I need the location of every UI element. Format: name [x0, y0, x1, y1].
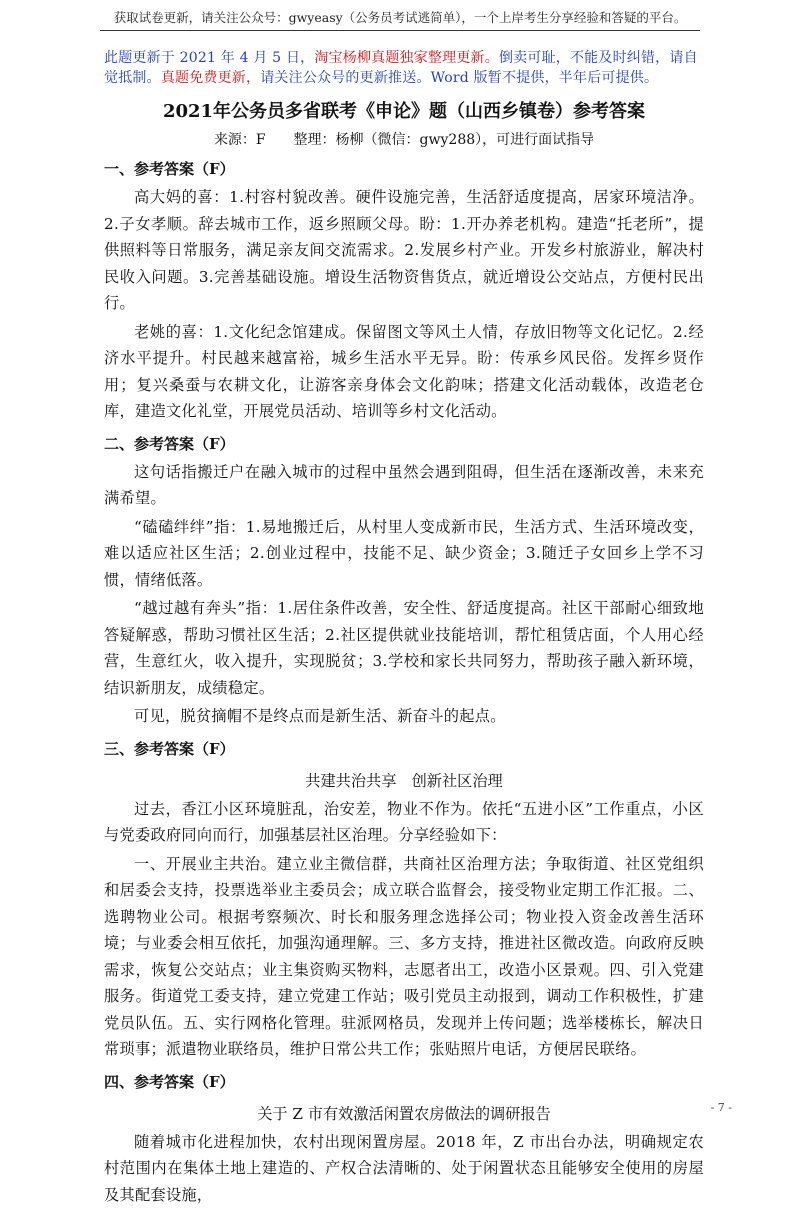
top-banner: 获取试卷更新，请关注公众号：gwyeasy（公务员考试逃简单），一个上岸考生分享经验和答疑的平台。 — [0, 10, 800, 26]
notice-text-2: 淘宝杨柳真题独家整理更新。 — [314, 50, 499, 66]
update-notice — [104, 48, 704, 88]
section-1-heading: 一、参考答案（F） — [104, 156, 704, 182]
section-3-paragraph: 一、开展业主共治。建立业主微信群，共商社区治理方法；争取街道、社区党组织和居委会支持，投票选举业主委员会；成立联合监督会，接受物业定期工作汇报。二、选聘物业公司。根据考察频次、时长和服务理念选择公司；物业投入资金改善生活环境；与业委会相互依托，加强沟通理解。三、多方支持，推进社区微改造。向政府反映需求，恢复公交站点；业主集资购买物料，志愿者出工，改造小区景观。四、引入党建服务。街道党工委支持，建立党建工作站；吸引党员主动报到，调动工作积极性，扩建党员队伍。五、实行网格化管理。驻派网格员，发现并上传问题；选举楼栋长，解决日常琐事；派遣物业联络员，维护日常公共工作；张贴照片电话，方便居民联络。 — [104, 851, 704, 1063]
source-line: 来源：F 整理：杨柳（微信：gwy288），可进行面试指导 — [104, 130, 704, 150]
document-body — [104, 48, 704, 1208]
section-4-subtitle: 关于 Z 市有效激活闲置农房做法的调研报告 — [104, 1101, 704, 1127]
section-4-paragraph: 随着城市化进程加快，农村出现闲置房屋。2018 年，Z 市出台办法，明确规定农村范围内在集体土地上建造的、产权合法清晰的、处于闲置状态且能够安全使用的房屋及其配套设施， — [104, 1129, 704, 1208]
section-2-paragraph: 这句话指搬迁户在融入城市的过程中虽然会遇到阻碍，但生活在逐渐改善，未来充满希望。 — [104, 459, 704, 512]
section-3-heading: 三、参考答案（F） — [104, 736, 704, 762]
section-3-paragraph: 过去，香江小区环境脏乱，治安差，物业不作为。依托“五进小区”工作重点，小区与党委政府同向而行，加强基层社区治理。分享经验如下： — [104, 796, 704, 849]
notice-text-1: 此题更新于 2021 年 4 月 5 日， — [104, 50, 314, 66]
section-1-paragraph: 高大妈的喜：1.村容村貌改善。硬件设施完善，生活舒适度提高，居家环境洁净。2.子女孝顺。辞去城市工作，返乡照顾父母。盼：1.开办养老机构。建造“托老所”，提供照料等日常服务，满足亲友间交流需求。2.发展乡村产业。开发乡村旅游业，解决村民收入问题。3.完善基础设施。增设生活物资售货点，就近增设公交站点，方便村民出行。 — [104, 184, 704, 317]
section-4-heading: 四、参考答案（F） — [104, 1069, 704, 1095]
section-2-heading: 二、参考答案（F） — [104, 431, 704, 457]
document-title: 2021年公务员多省联考《申论》题（山西乡镇卷）参考答案 — [104, 100, 704, 124]
header-divider — [100, 30, 700, 31]
section-1-paragraph: 老姚的喜：1.文化纪念馆建成。保留图文等风土人情，存放旧物等文化记忆。2.经济水平提升。村民越来越富裕，城乡生活水平无异。盼：传承乡风民俗。发挥乡贤作用；复兴桑蚕与农耕文化，让游客亲身体会文化韵味；搭建文化活动载体，改造老仓库，建造文化礼堂，开展党员活动、培训等乡村文化活动。 — [104, 319, 704, 425]
notice-text-3: 倒卖可耻，不能及时纠错，请自觉抵制。 — [104, 50, 698, 86]
page-number: - 7 - — [711, 1101, 732, 1114]
section-3-subtitle: 共建共治共享 创新社区治理 — [104, 768, 704, 794]
notice-text-5: 请关注公众号的更新推送。Word 版暂不提供，半年后可提供。 — [260, 70, 658, 86]
section-2-paragraph: “越过越有奔头”指：1.居住条件改善，安全性、舒适度提高。社区干部耐心细致地答疑解惑，帮助习惯社区生活；2.社区提供就业技能培训，帮忙租赁店面，个人用心经营，生意红火，收入提升，实现脱贫；3.学校和家长共同努力，帮助孩子融入新环境，结识新朋友，成绩稳定。 — [104, 595, 704, 701]
section-2-paragraph: 可见，脱贫摘帽不是终点而是新生活、新奋斗的起点。 — [104, 703, 704, 730]
section-2-paragraph: “磕磕绊绊”指：1.易地搬迁后，从村里人变成新市民，生活方式、生活环境改变，难以适应社区生活；2.创业过程中，技能不足、缺少资金；3.随迁子女回乡上学不习惯，情绪低落。 — [104, 514, 704, 594]
notice-text-4: 真题免费更新， — [161, 70, 260, 86]
